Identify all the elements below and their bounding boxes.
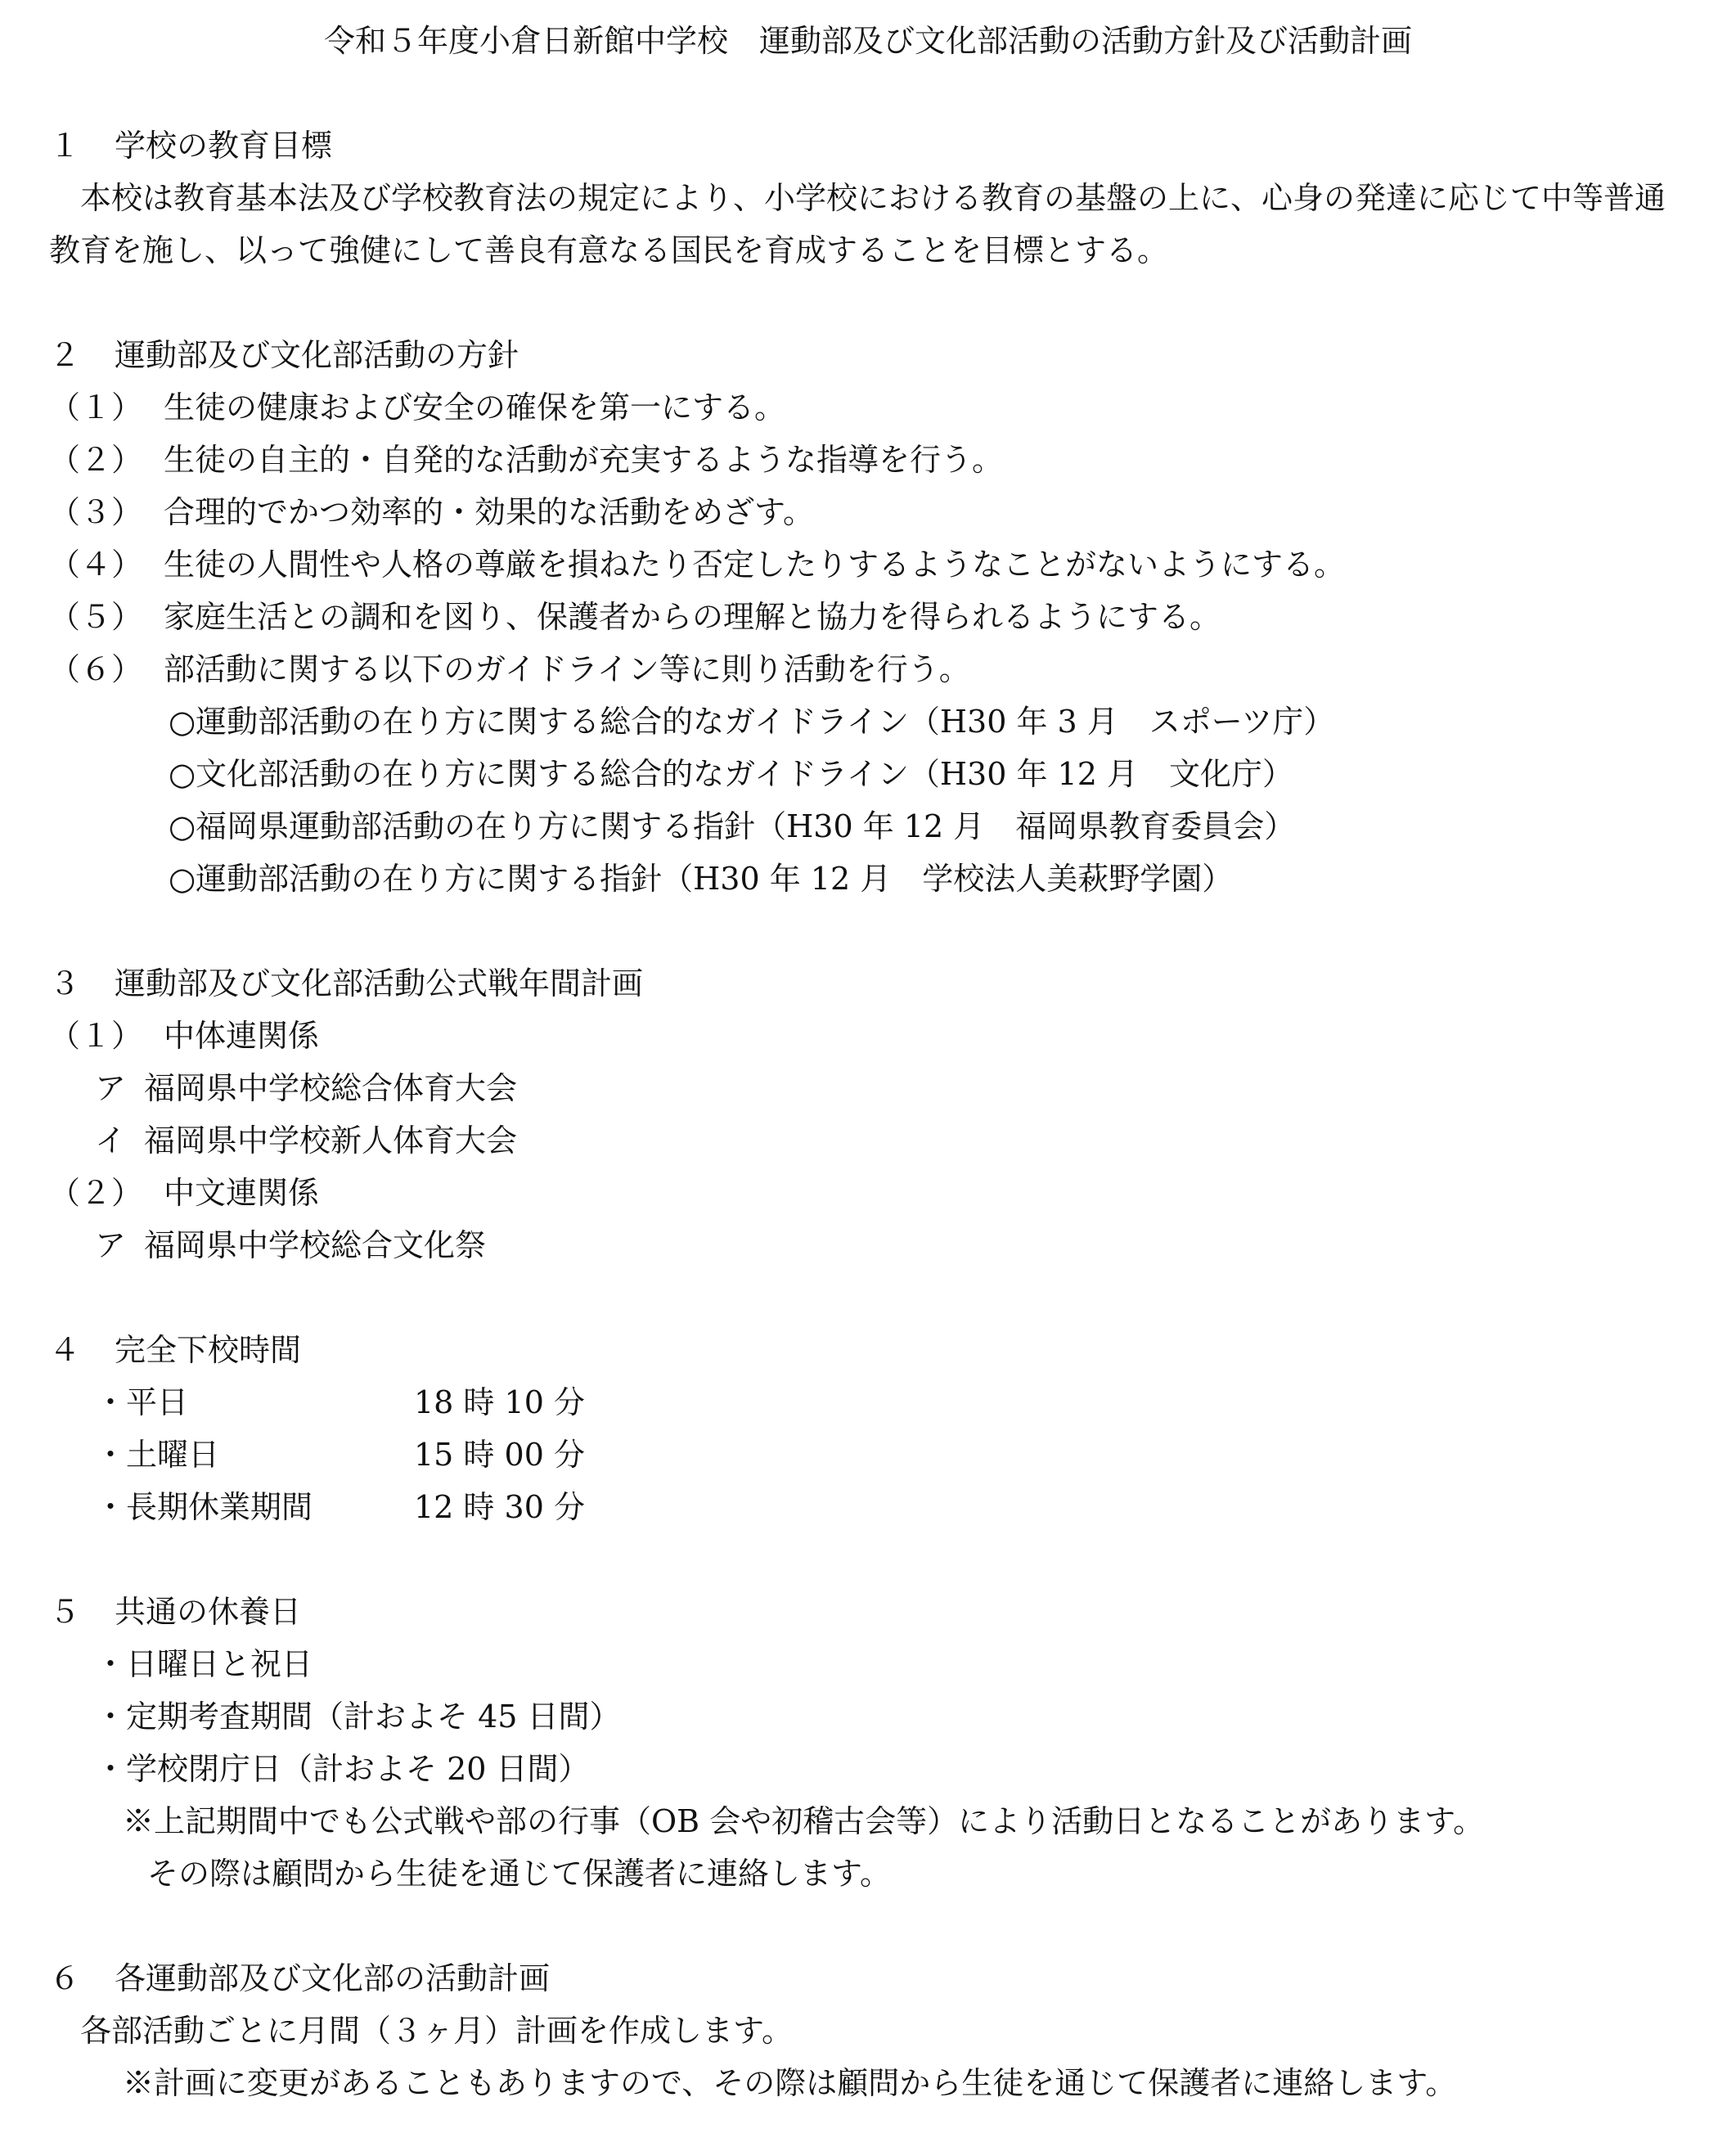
dismissal-row <box>49 1429 1687 1481</box>
policy-item-text: 生徒の健康および安全の確保を第一にする。 <box>164 389 786 425</box>
policy-item-text: 合理的でかつ効率的・効果的な活動をめざす。 <box>164 494 814 530</box>
dismissal-time: 18 時 10 分 <box>414 1384 585 1420</box>
dismissal-label: ・平日 <box>95 1384 189 1420</box>
dismissal-label: ・長期休業期間 <box>95 1489 313 1525</box>
policy-item-text: 家庭生活との調和を図り、保護者からの理解と協力を得られるようにする。 <box>164 599 1221 635</box>
document-title: 令和５年度小倉日新館中学校 運動部及び文化部活動の活動方針及び活動計画 <box>323 23 1412 59</box>
section-annual-tournament-plan <box>49 957 1687 1271</box>
tournament-group <box>49 1167 1687 1219</box>
activity-plan-text: 各部活動ごとに月間（３ヶ月）計画を作成します。 <box>80 2013 793 2049</box>
section-heading <box>49 329 1687 381</box>
policy-item-text: 部活動に関する以下のガイドライン等に則り活動を行う。 <box>164 651 970 687</box>
section-title: 運動部及び文化部活動公式戦年間計画 <box>115 965 644 1001</box>
policy-item <box>49 486 1687 538</box>
section-title: 運動部及び文化部活動の方針 <box>115 337 519 373</box>
tournament-item <box>49 1062 1687 1114</box>
tournament-group-label: 中体連関係 <box>164 1018 320 1054</box>
dismissal-label: ・土曜日 <box>95 1437 220 1473</box>
tournament-item-mark: ア <box>95 1070 127 1106</box>
section-education-goal <box>49 119 1687 277</box>
guideline-item: ○文化部活動の在り方に関する総合的なガイドライン（H30 年 12 月 文化庁） <box>169 756 1293 792</box>
policy-item-text: 生徒の人間性や人格の尊厳を損ねたり否定したりするようなことがないようにする。 <box>164 547 1346 583</box>
section-heading <box>49 1324 1687 1376</box>
rest-day-item: ・学校閉庁日（計およそ 20 日間） <box>95 1751 590 1787</box>
policy-item-number: （５） <box>49 599 143 635</box>
tournament-group-label: 中文連関係 <box>164 1175 320 1211</box>
guideline-item: ○福岡県運動部活動の在り方に関する指針（H30 年 12 月 福岡県教育委員会） <box>169 808 1296 844</box>
policy-item <box>49 538 1687 591</box>
tournament-item-mark: ア <box>95 1227 127 1263</box>
section-number: １ <box>49 128 81 164</box>
tournament-item-text: 福岡県中学校新人体育大会 <box>144 1123 518 1159</box>
section-heading <box>49 1586 1687 1638</box>
policy-item-number: （２） <box>49 442 143 478</box>
section-number: ５ <box>49 1594 81 1630</box>
dismissal-time: 15 時 00 分 <box>414 1437 585 1473</box>
policy-item-number: （１） <box>49 389 143 425</box>
guideline-item: ○運動部活動の在り方に関する総合的なガイドライン（H30 年 3 月 スポーツ庁） <box>169 704 1335 740</box>
policy-item <box>49 591 1687 643</box>
section-number: ４ <box>49 1332 81 1368</box>
activity-plan-note: ※計画に変更があることもありますので、その際は顧問から生徒を通じて保護者に連絡します。 <box>123 2065 1457 2101</box>
section-activity-policy <box>49 329 1687 905</box>
section-title: 共通の休養日 <box>115 1594 302 1630</box>
section-title: 各運動部及び文化部の活動計画 <box>115 1960 551 1996</box>
tournament-item-mark: イ <box>95 1123 127 1159</box>
policy-item-number: （４） <box>49 547 143 583</box>
section-title: 完全下校時間 <box>115 1332 302 1368</box>
tournament-group-number: （２） <box>49 1175 143 1211</box>
section-number: ３ <box>49 965 81 1001</box>
section-title: 学校の教育目標 <box>115 128 333 164</box>
tournament-group-number: （１） <box>49 1018 143 1054</box>
tournament-item-text: 福岡県中学校総合体育大会 <box>144 1070 518 1106</box>
section-heading <box>49 1952 1687 2005</box>
dismissal-time: 12 時 30 分 <box>414 1489 585 1525</box>
rest-day-item: ・日曜日と祝日 <box>95 1646 313 1682</box>
tournament-item <box>49 1114 1687 1167</box>
policy-item <box>49 643 1687 695</box>
tournament-item <box>49 1219 1687 1271</box>
tournament-item-text: 福岡県中学校総合文化祭 <box>144 1227 487 1263</box>
policy-item-number: （３） <box>49 494 143 530</box>
policy-item <box>49 381 1687 434</box>
dismissal-row <box>49 1376 1687 1429</box>
section-number: ２ <box>49 337 81 373</box>
section-heading <box>49 957 1687 1010</box>
tournament-group <box>49 1010 1687 1062</box>
policy-item-number: （６） <box>49 651 143 687</box>
section-heading <box>49 119 1687 172</box>
dismissal-row <box>49 1481 1687 1533</box>
section-rest-days <box>49 1586 1687 1900</box>
education-goal-text: 本校は教育基本法及び学校教育法の規定により、小学校における教育の基盤の上に、心身の発達に応じて中等普通教育を施し、以って強健にして善良有意なる国民を育成することを目標とする。 <box>49 180 1666 268</box>
guideline-item: ○運動部活動の在り方に関する指針（H30 年 12 月 学校法人美萩野学園） <box>169 861 1234 897</box>
rest-day-item: ・定期考査期間（計およそ 45 日間） <box>95 1699 621 1735</box>
policy-item <box>49 434 1687 486</box>
rest-day-note-continued: その際は顧問から生徒を通じて保護者に連絡します。 <box>147 1856 891 1892</box>
section-number: ６ <box>49 1960 81 1996</box>
section-activity-plan <box>49 1952 1687 2109</box>
rest-day-note: ※上記期間中でも公式戦や部の行事（OB 会や初稽古会等）により活動日となることがあります。 <box>123 1803 1485 1839</box>
section-dismissal-time <box>49 1324 1687 1533</box>
policy-item-text: 生徒の自主的・自発的な活動が充実するような指導を行う。 <box>164 442 1004 478</box>
